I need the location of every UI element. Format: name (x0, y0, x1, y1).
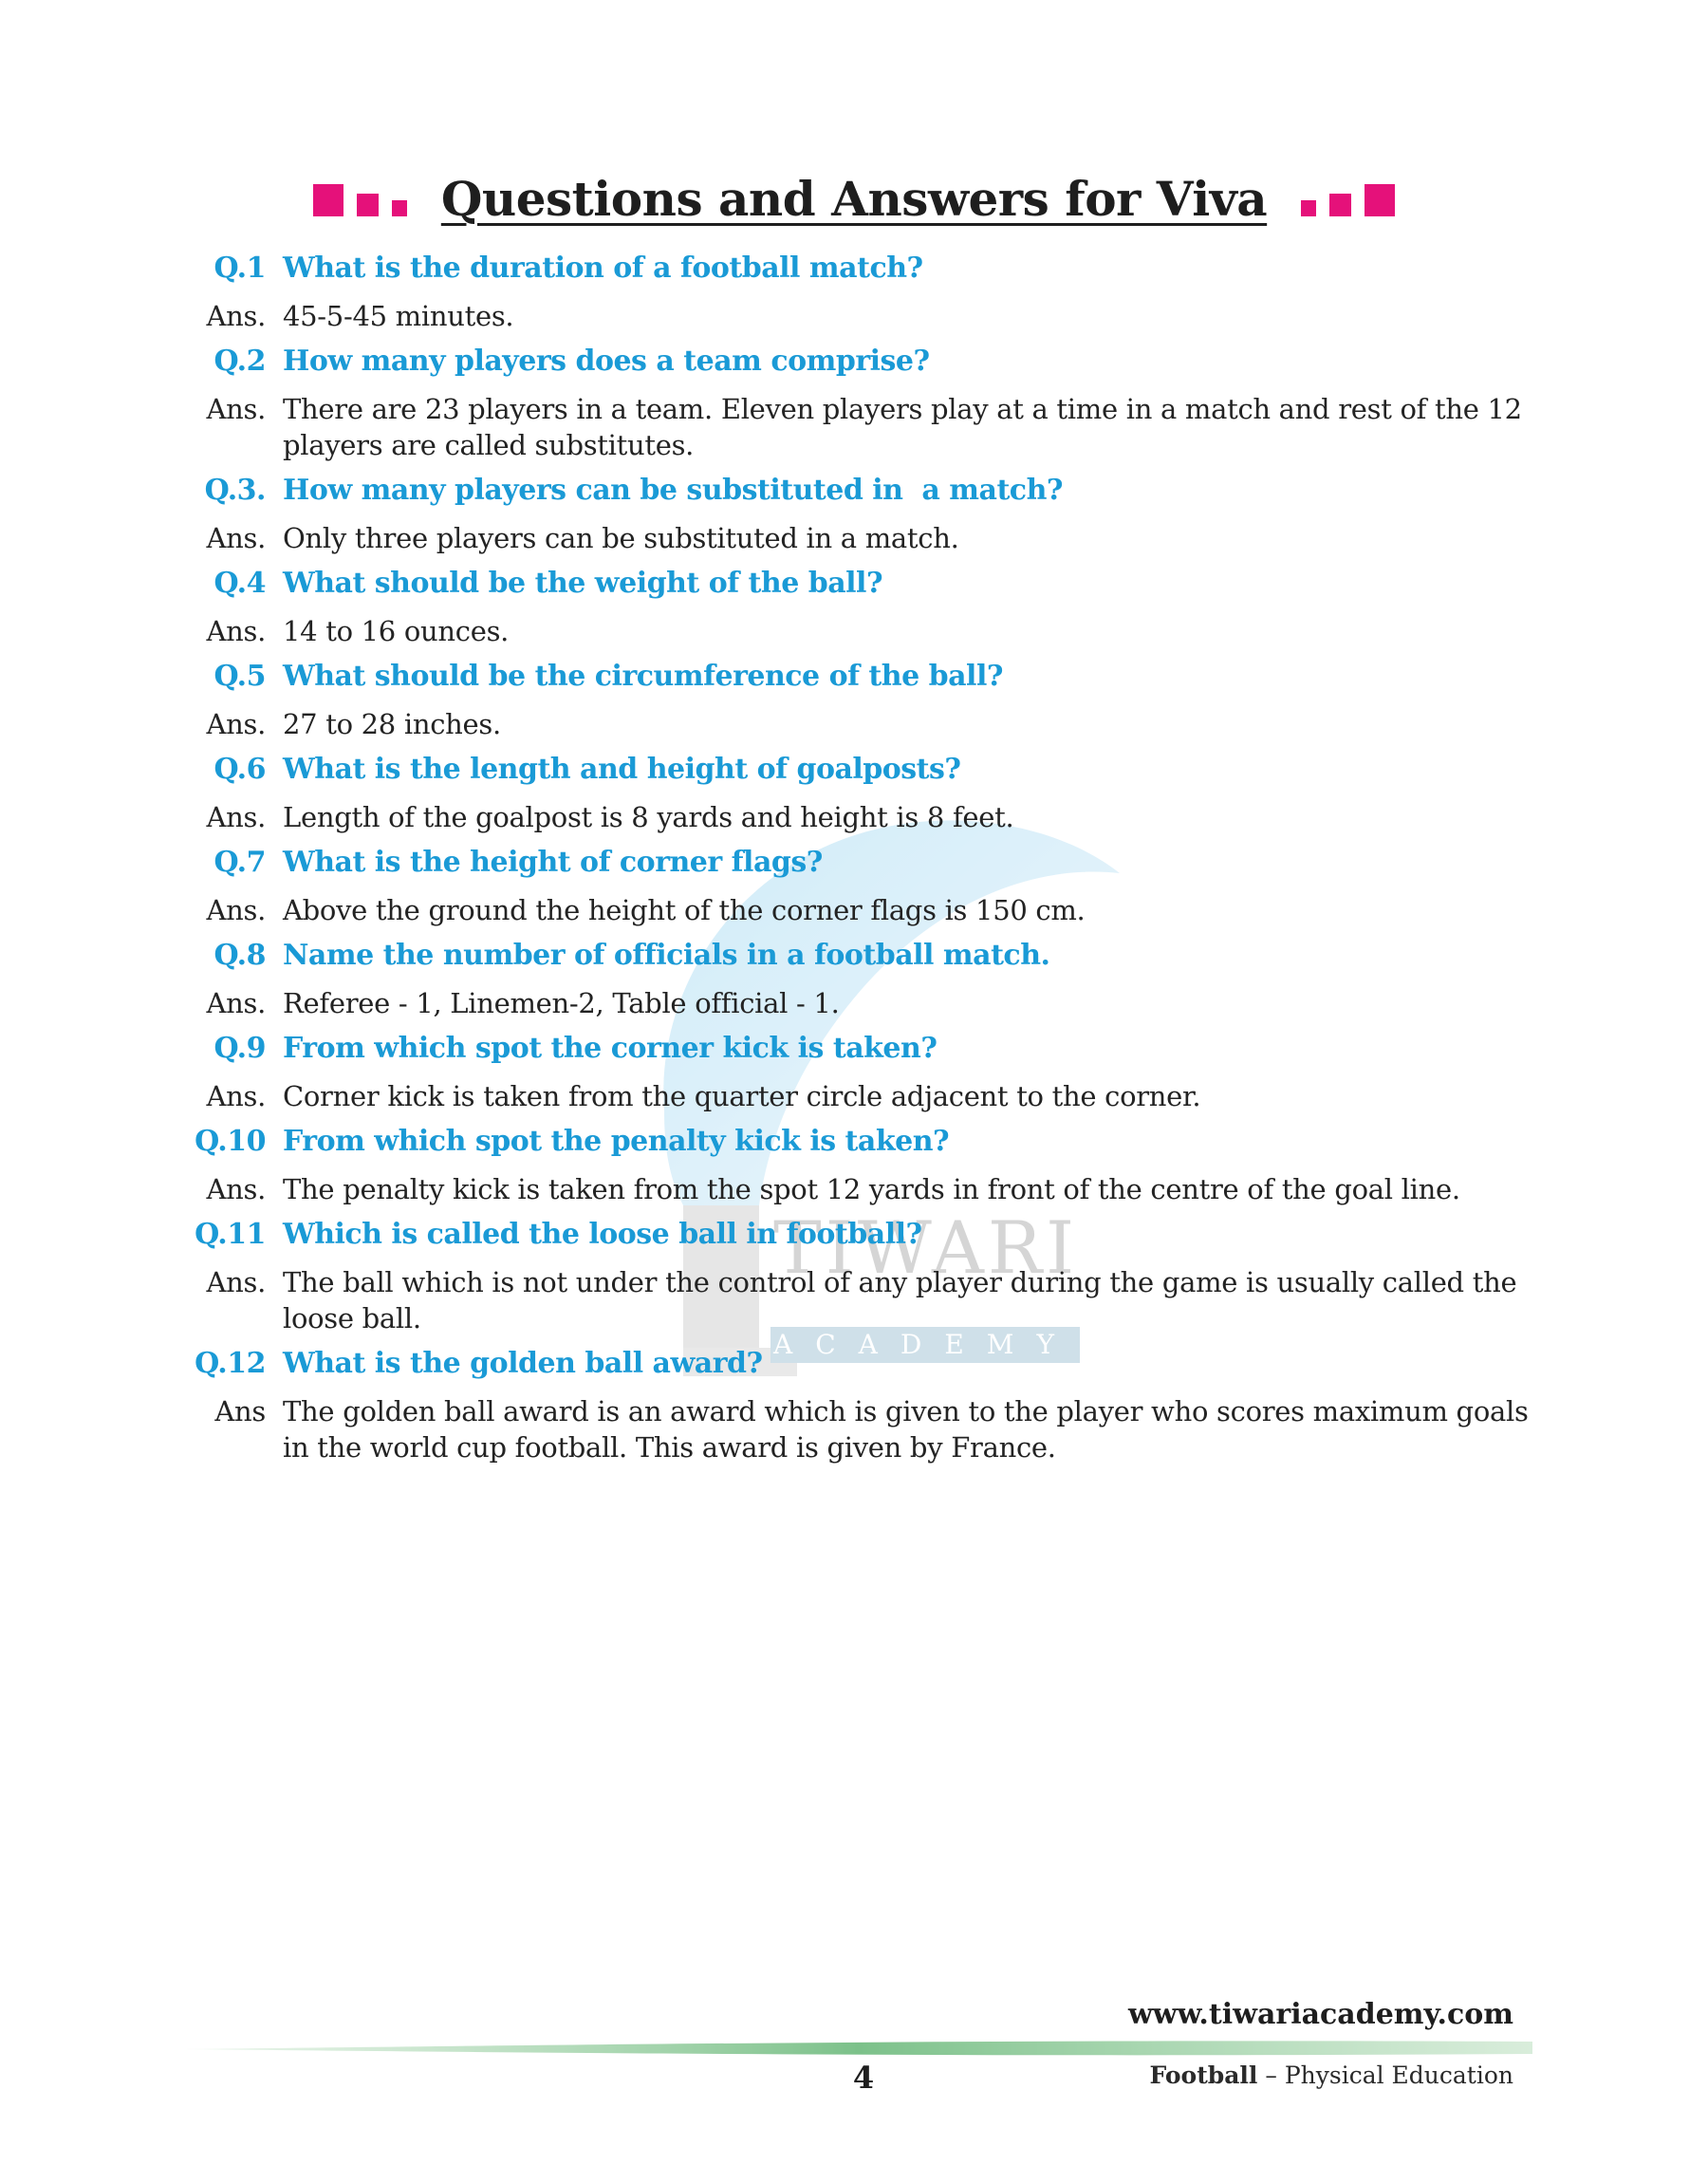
answer-text: 45-5-45 minutes. (283, 300, 514, 332)
question-row (0, 659, 1708, 706)
question-text: From which spot the corner kick is taken? (283, 1032, 938, 1065)
answer-text: Only three players can be substituted in a match. (283, 522, 959, 554)
question-label: Q.12 (195, 1347, 266, 1380)
question-text: How many players does a team comprise? (283, 345, 930, 378)
question-label: Q.1 (214, 252, 266, 285)
answer-label: Ans. (206, 1266, 266, 1298)
footer-subject-bold: Football (1149, 2062, 1258, 2089)
square-icon (357, 194, 379, 216)
answer-row (0, 298, 1708, 344)
square-icon (1329, 194, 1351, 216)
question-label: Q.10 (195, 1125, 266, 1158)
question-text: Name the number of officials in a football match. (283, 939, 1050, 972)
footer-subject (1149, 2062, 1513, 2089)
answer-row (0, 1264, 1708, 1346)
question-label: Q.2 (214, 345, 266, 378)
question-row (0, 1031, 1708, 1078)
question-row (0, 1217, 1708, 1264)
footer-subject-rest: – Physical Education (1265, 2062, 1513, 2089)
answer-row (0, 391, 1708, 473)
answer-label: Ans. (206, 300, 266, 332)
answer-label: Ans. (206, 522, 266, 554)
answer-text: The golden ball award is an award which is given to the player who scores maximum goals in the world cup football. This award is given by France. (283, 1395, 1529, 1464)
question-label: Q.3. (204, 474, 266, 507)
answer-label: Ans. (206, 801, 266, 833)
answer-row (0, 985, 1708, 1031)
question-label: Q.11 (195, 1218, 266, 1251)
watermark-sub: ACADEMY (770, 1327, 1080, 1363)
heading-decor-right (1288, 182, 1395, 216)
question-row (0, 344, 1708, 391)
question-label: Q.4 (214, 567, 266, 600)
answer-row (0, 613, 1708, 659)
answer-label: Ans. (206, 393, 266, 425)
answer-text: The penalty kick is taken from the spot 12 yards in front of the centre of the goal line. (283, 1173, 1460, 1205)
page-number: 4 (852, 2060, 875, 2096)
answer-text: Above the ground the height of the corner flags is 150 cm. (283, 894, 1086, 926)
answer-row (0, 706, 1708, 752)
question-row (0, 845, 1708, 892)
question-text: How many players can be substituted in a match? (283, 474, 1063, 507)
answer-label: Ans (214, 1395, 266, 1427)
answer-label: Ans. (206, 615, 266, 647)
question-row (0, 1124, 1708, 1171)
question-text: What should be the circumference of the ball? (283, 660, 1003, 693)
question-row (0, 251, 1708, 298)
answer-row (0, 892, 1708, 938)
question-text: From which spot the penalty kick is taken? (283, 1125, 950, 1158)
answer-label: Ans. (206, 987, 266, 1019)
answer-row (0, 1171, 1708, 1217)
answer-label: Ans. (206, 1080, 266, 1112)
question-row (0, 566, 1708, 613)
question-label: Q.6 (214, 753, 266, 786)
answer-text: The ball which is not under the control of any player during the game is usually called the loose ball. (283, 1266, 1517, 1334)
question-text: What is the duration of a football match? (283, 252, 923, 285)
question-text: What should be the weight of the ball? (283, 567, 883, 600)
footer-url: www.tiwariacademy.com (1127, 1998, 1513, 2031)
answer-label: Ans. (206, 894, 266, 926)
question-label: Q.5 (214, 660, 266, 693)
answer-row (0, 799, 1708, 845)
answer-text: 27 to 28 inches. (283, 708, 501, 740)
answer-row (0, 1393, 1708, 1475)
page-heading (0, 171, 1708, 227)
footer-divider (185, 2037, 1532, 2062)
question-row (0, 938, 1708, 985)
square-icon (1301, 200, 1316, 216)
square-icon (1365, 184, 1395, 216)
answer-row (0, 1078, 1708, 1124)
answer-label: Ans. (206, 708, 266, 740)
page-title: Questions and Answers for Viva (440, 171, 1268, 227)
heading-decor-left (313, 182, 420, 216)
question-row (0, 1346, 1708, 1393)
question-label: Q.9 (214, 1032, 266, 1065)
square-icon (392, 200, 407, 216)
answer-label: Ans. (206, 1173, 266, 1205)
answer-text: Length of the goalpost is 8 yards and height is 8 feet. (283, 801, 1014, 833)
question-row (0, 473, 1708, 520)
question-row (0, 752, 1708, 799)
square-icon (313, 184, 343, 216)
answer-text: Corner kick is taken from the quarter circle adjacent to the corner. (283, 1080, 1201, 1112)
answer-text: Referee - 1, Linemen-2, Table official - 1. (283, 987, 840, 1019)
question-text: What is the height of corner flags? (283, 846, 823, 879)
question-text: What is the golden ball award? (283, 1347, 763, 1380)
question-text: What is the length and height of goalposts? (283, 753, 961, 786)
qa-list (0, 251, 1708, 1475)
answer-text: 14 to 16 ounces. (283, 615, 510, 647)
watermark-name: TIWARI (773, 1205, 1079, 1290)
question-label: Q.7 (214, 846, 266, 879)
answer-row (0, 520, 1708, 566)
question-text: Which is called the loose ball in football? (283, 1218, 922, 1251)
answer-text: There are 23 players in a team. Eleven players play at a time in a match and rest of the 12 players are called substitutes. (283, 393, 1522, 461)
question-label: Q.8 (214, 939, 266, 972)
